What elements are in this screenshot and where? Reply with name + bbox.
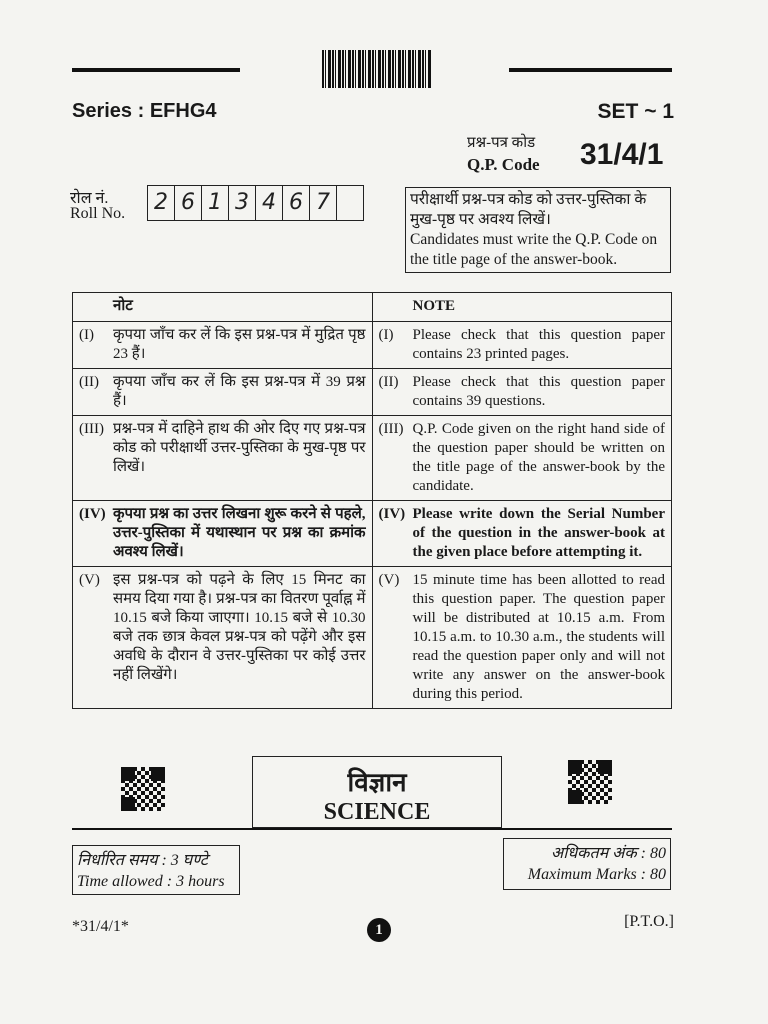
subject-hindi: विज्ञान xyxy=(347,768,407,797)
notes-heading-english: NOTE xyxy=(372,293,672,322)
roll-number-boxes xyxy=(147,185,364,221)
notes-table xyxy=(72,292,672,709)
note-english xyxy=(372,369,672,416)
roll-digit[interactable]: 6 xyxy=(175,186,202,220)
note-number: (V) xyxy=(378,572,400,588)
divider-rule xyxy=(72,828,672,830)
note-text: इस प्रश्न-पत्र को पढ़ने के लिए 15 मिनट का समय दिया गया है। प्रश्न-पत्र का वितरण पूर्वाह्न में 10.15 बजे किया जाएगा। 10.15 बजे से 10.30 बजे तक छात्र केवल प्रश्न-पत्र को पढ़ेंगे और इस अवधि के दौरान वे उत्तर-पुस्तिका पर कोई उत्तर नहीं लिखेंगे। xyxy=(113,572,366,683)
roll-digit[interactable]: 4 xyxy=(256,186,283,220)
marks-english: Maximum Marks : 80 xyxy=(527,866,666,883)
page-number: 1 xyxy=(367,918,391,942)
note-number: (III) xyxy=(79,421,104,437)
qp-code-instruction xyxy=(405,187,671,273)
note-english xyxy=(372,567,672,709)
footer-code: *31/4/1* xyxy=(72,918,129,935)
note-text: Please write down the Serial Number of the question in the answer-book at the given place before attempting it. xyxy=(412,506,665,560)
note-english xyxy=(372,501,672,567)
series-label: Series : EFHG4 xyxy=(72,100,217,122)
time-allowed-box xyxy=(72,845,240,895)
note-text: कृपया जाँच कर लें कि इस प्रश्न-पत्र में मुद्रित पृष्ठ 23 हैं। xyxy=(113,327,366,362)
note-hindi xyxy=(73,369,373,416)
subject-english: SCIENCE xyxy=(323,799,431,825)
roll-digit[interactable]: 3 xyxy=(229,186,256,220)
note-hindi xyxy=(73,416,373,501)
notes-heading-hindi: नोट xyxy=(73,293,373,322)
instruction-hindi: परीक्षार्थी प्रश्न-पत्र कोड को उत्तर-पुस्तिका के मुख-पृष्ठ पर अवश्य लिखें। xyxy=(410,191,647,228)
time-english: Time allowed : 3 hours xyxy=(77,873,225,890)
note-english xyxy=(372,322,672,369)
note-text: Please check that this question paper contains 23 printed pages. xyxy=(412,327,665,362)
time-hindi: निर्धारित समय : 3 घण्टे xyxy=(77,852,208,869)
note-text: कृपया जाँच कर लें कि इस प्रश्न-पत्र में 39 प्रश्न हैं। xyxy=(113,374,366,409)
note-text: कृपया प्रश्न का उत्तर लिखना शुरू करने से पहले, उत्तर-पुस्तिका में यथास्थान पर प्रश्न का क्रमांक अवश्य लिखें। xyxy=(113,506,366,560)
set-label: SET ~ 1 xyxy=(597,100,674,123)
note-english xyxy=(372,416,672,501)
note-hindi xyxy=(73,501,373,567)
roll-digit[interactable]: 1 xyxy=(202,186,229,220)
barcode xyxy=(322,50,432,88)
note-number: (IV) xyxy=(378,506,406,522)
roll-digit[interactable]: 6 xyxy=(283,186,310,220)
roll-digit[interactable]: 7 xyxy=(310,186,337,220)
qr-code-right xyxy=(568,760,612,804)
subject-box xyxy=(252,756,502,828)
roll-digit[interactable] xyxy=(337,186,363,220)
note-hindi xyxy=(73,322,373,369)
note-text: 15 minute time has been allotted to read this question paper. The question paper will be distributed at 10.15 a.m. From 10.15 a.m. to 10.30 a.m., the students will read the question paper only and will not write any answer on the answer-book during this period. xyxy=(412,572,665,702)
note-number: (II) xyxy=(378,374,399,390)
note-number: (IV) xyxy=(79,506,106,522)
pto-label: [P.T.O.] xyxy=(624,913,674,930)
qp-label-hindi: प्रश्न-पत्र कोड xyxy=(467,135,536,151)
roll-digit[interactable]: 2 xyxy=(148,186,175,220)
top-rule-right xyxy=(509,68,672,72)
note-hindi xyxy=(73,567,373,709)
roll-label-english: Roll No. xyxy=(70,205,126,222)
note-text: Please check that this question paper contains 39 questions. xyxy=(412,374,665,409)
note-number: (I) xyxy=(378,327,394,343)
note-number: (III) xyxy=(378,421,404,437)
qp-label-english: Q.P. Code xyxy=(467,155,540,174)
note-number: (V) xyxy=(79,572,100,588)
max-marks-box xyxy=(503,838,671,890)
note-text: Q.P. Code given on the right hand side of the question paper should be written on the title page of the answer-book by the candidate. xyxy=(412,421,665,494)
marks-hindi: अधिकतम अंक : 80 xyxy=(550,845,666,862)
note-text: प्रश्न-पत्र में दाहिने हाथ की ओर दिए गए प्रश्न-पत्र कोड को परीक्षार्थी उत्तर-पुस्तिका के मुख-पृष्ठ पर लिखें। xyxy=(113,421,366,475)
note-number: (I) xyxy=(79,327,94,343)
instruction-english: Candidates must write the Q.P. Code on the title page of the answer-book. xyxy=(410,231,658,268)
qr-code-left xyxy=(121,767,165,811)
top-rule-left xyxy=(72,68,240,72)
qp-code: 31/4/1 xyxy=(580,138,664,171)
roll-label-hindi: रोल नं. xyxy=(70,190,109,207)
note-number: (II) xyxy=(79,374,99,390)
